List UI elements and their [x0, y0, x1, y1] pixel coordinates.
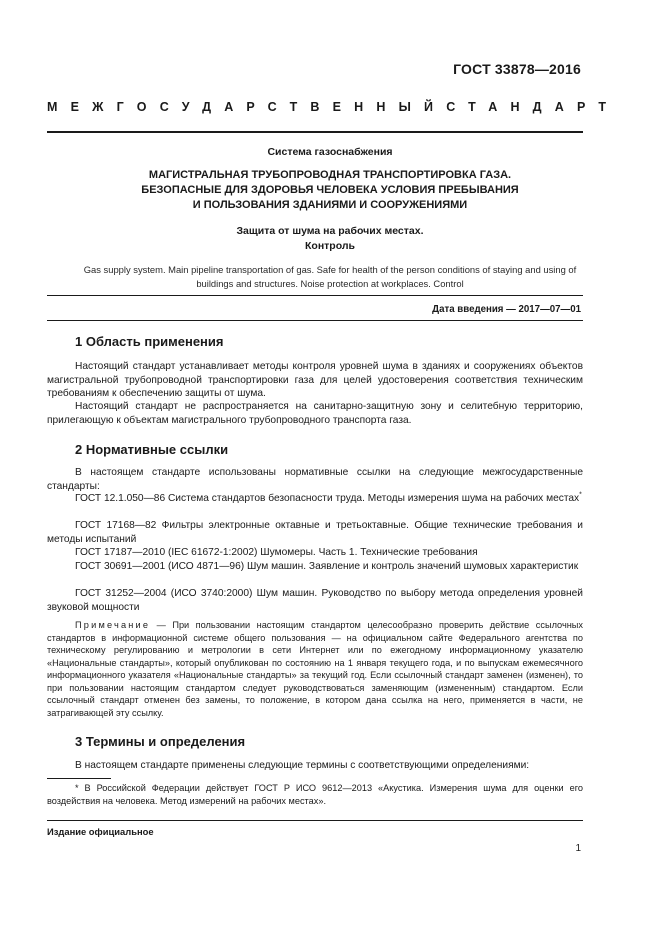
terms-intro: В настоящем стандарте применены следующие термины с соответствующими определениями: [75, 760, 530, 771]
reference-item: ГОСТ 17168—82 Фильтры электронные октавные и третьоктавные. Общие технические требования и методы испытаний [47, 520, 583, 545]
note-label: Примечание [75, 620, 151, 630]
effective-date-rule [47, 320, 583, 321]
english-title-line: Gas supply system. Main pipeline transportation of gas. Safe for health of the person conditions of staying and using of [83, 264, 577, 275]
section-1-paragraph: Настоящий стандарт устанавливает методы контроля уровней шума в зданиях и сооружениях объектов магистральной трубопроводной транспортировки газа для целей удостоверения соответствия техническим требованиям к обеспечению защиты от шума. [47, 361, 583, 400]
official-edition-label: Издание официальное [47, 826, 154, 837]
page-number: 1 [575, 843, 581, 854]
section-1-paragraph: Настоящий стандарт не распространяется на санитарно-защитную зону и селитебную территорию, прилегающую к объектам магистрального трубопроводного транспорта газа. [47, 401, 583, 426]
title-line: БЕЗОПАСНЫЕ ДЛЯ ЗДОРОВЬЯ ЧЕЛОВЕКА УСЛОВИЯ ПРЕБЫВАНИЯ [141, 184, 519, 196]
section-3-heading: 3 Термины и определения [75, 734, 246, 749]
note-block [47, 619, 583, 719]
references-intro: В настоящем стандарте использованы нормативные ссылки на следующие межгосударственные стандарты: [47, 467, 583, 492]
subtitle-line: Контроль [305, 239, 355, 252]
english-title-line: buildings and structures. Noise protection at workplaces. Control [196, 277, 464, 289]
title-line: МАГИСТРАЛЬНАЯ ТРУБОПРОВОДНАЯ ТРАНСПОРТИРОВКА ГАЗА. [148, 169, 512, 181]
note-text: — При пользовании настоящим стандартом целесообразно проверить действие ссылочных стандартов в информационной системе общего пользования — на официальном сайте Федерального агентства по техническому регулированию и метрологии в сети Интернет или по ежегодному информационному указателю «Национальные стандарты», который опубликован по состоянию на 1 января текущего года, и по выпускам ежемесячного информационного указателя «Национальные стандарты» за текущий год. Если ссылочный стандарт заменен (изменен), то при пользовании настоящим стандартом следует руководствоваться заменяющим (измененным) стандартом. Если ссылочный стандарт отменен без замены, то положение, в котором дана ссылка на него, применяется в части, не затрагивающей эту ссылку. [47, 620, 583, 718]
document-number: ГОСТ 33878—2016 [453, 61, 581, 77]
reference-item: ГОСТ 17187—2010 (IEC 61672-1:2002) Шумомеры. Часть 1. Технические требования [75, 547, 478, 558]
footnote-rule [47, 778, 111, 779]
english-title [47, 263, 613, 290]
reference-text: ГОСТ 12.1.050—86 Система стандартов безопасности труда. Методы измерения шума на рабочих местах [75, 493, 580, 504]
effective-date: Дата введения — 2017—07—01 [432, 304, 581, 315]
footnote: * В Российской Федерации действует ГОСТ Р ИСО 9612—2013 «Акустика. Измерения шума для оценки его воздействия на человека. Метод измерений на рабочих местах». [47, 783, 583, 806]
footnote-marker: * [579, 491, 582, 499]
interstate-standard-banner [47, 100, 620, 114]
title-rule [47, 295, 583, 296]
interstate-word: МЕЖГОСУДАРСТВЕННЫЙ [47, 100, 447, 114]
reference-item: ГОСТ 30691—2001 (ИСО 4871—96) Шум машин. Заявление и контроль значений шумовых характеристик [75, 561, 579, 572]
system-name: Система газоснабжения [267, 146, 393, 158]
subtitle-line: Защита от шума на рабочих местах. [236, 225, 424, 237]
footer-rule [47, 820, 583, 821]
reference-item [47, 492, 583, 506]
document-subtitle [47, 224, 613, 253]
document-title [47, 168, 613, 213]
section-2-heading: 2 Нормативные ссылки [75, 442, 229, 457]
standard-word: СТАНДАРТ [446, 100, 620, 114]
reference-item: ГОСТ 31252—2004 (ИСО 3740:2000) Шум машин. Руководство по выбору метода определения уровней звуковой мощности [47, 588, 583, 613]
header-rule [47, 131, 583, 133]
title-line: И ПОЛЬЗОВАНИЯ ЗДАНИЯМИ И СООРУЖЕНИЯМИ [192, 199, 468, 211]
section-1-heading: 1 Область применения [75, 334, 224, 349]
